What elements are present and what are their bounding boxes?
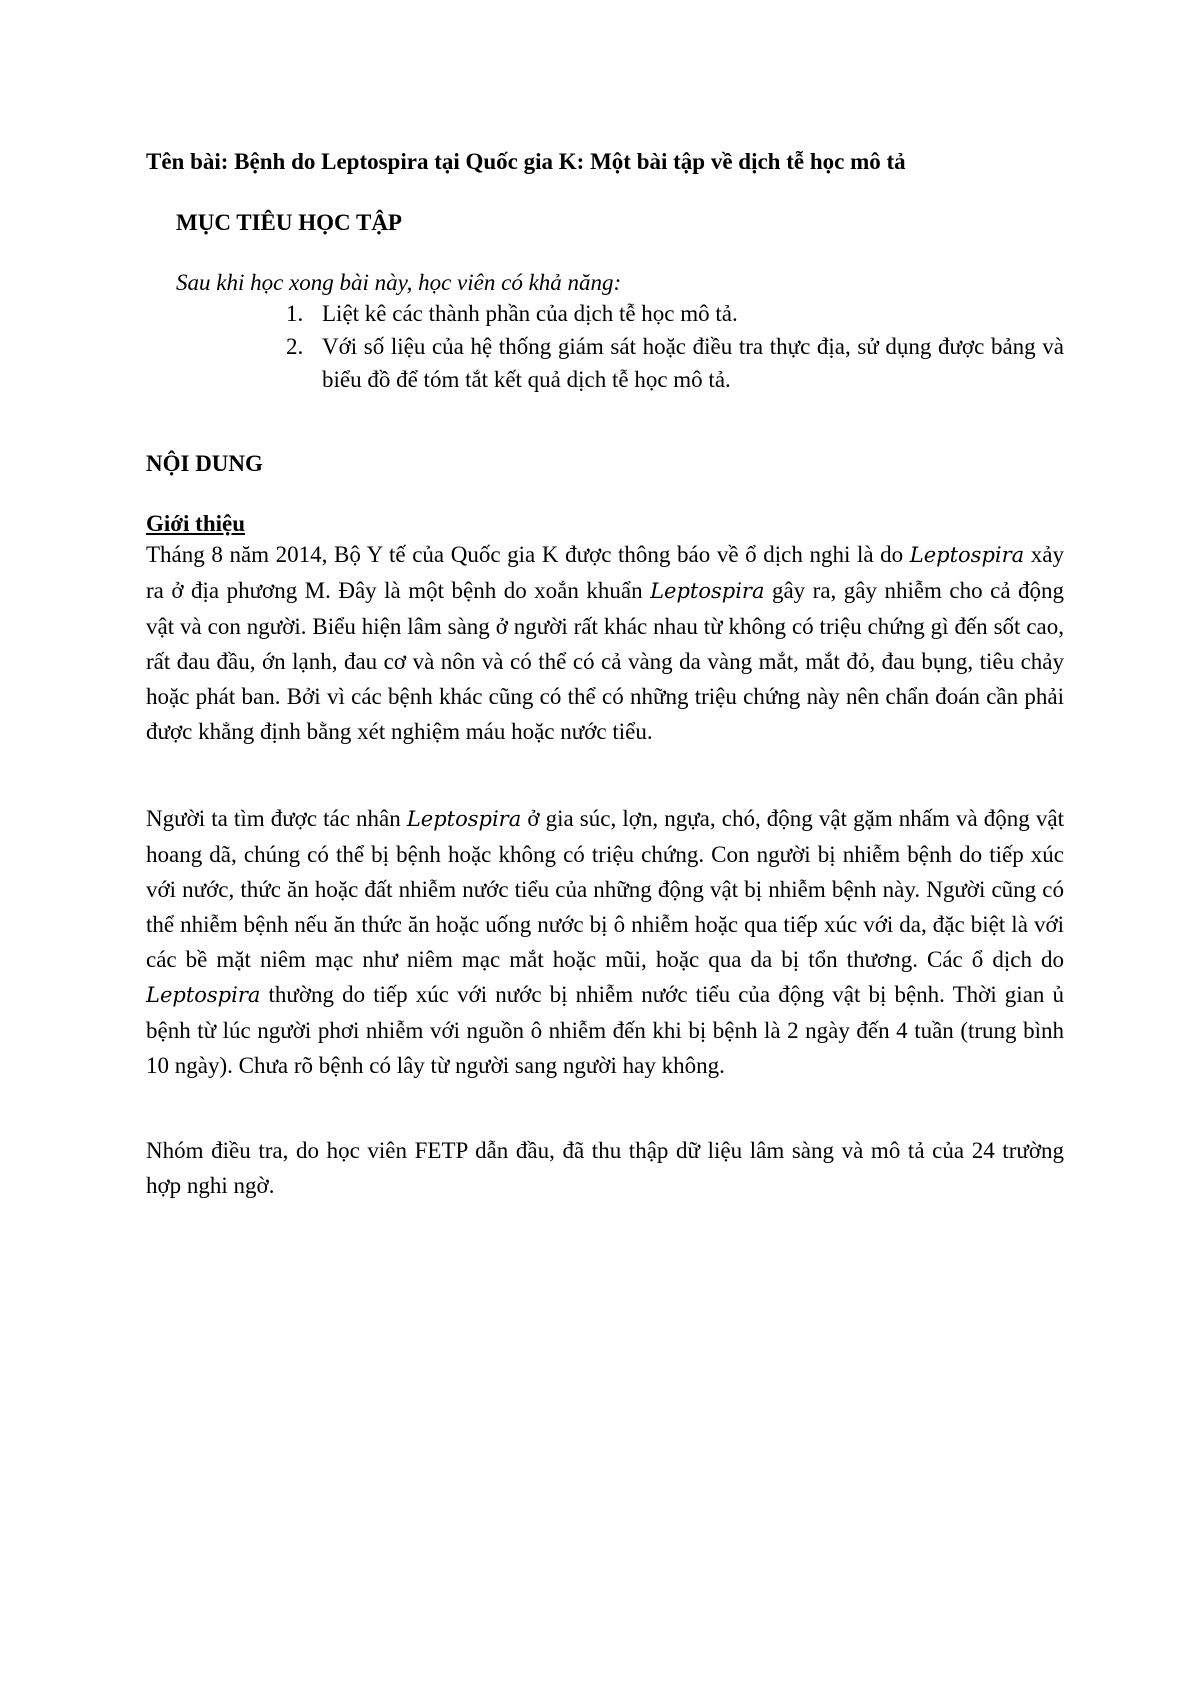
objectives-list bbox=[286, 297, 1064, 396]
document-page bbox=[146, 0, 1064, 1696]
paragraph-text: ở gia súc, lợn, ngựa, chó, động vật gặm nhấm và động vật hoang dã, chúng có thể bị bệnh hoặc không có triệu chứng. Con người bị nhiễm bệnh do tiếp xúc với nước, thức ăn hoặc đất nhiễm nước tiểu của những động vật bị nhiễm bệnh này. Người cũng có thể nhiễm bệnh nếu ăn thức ăn hoặc uống nước bị ô nhiễm hoặc qua tiếp xúc với da, đặc biệt là với các bề mặt niêm mạc như niêm mạc mắt hoặc mũi, hoặc qua da bị tổn thương. Các ổ dịch do bbox=[146, 806, 1064, 972]
genus-name: Leptospira bbox=[406, 807, 522, 831]
paragraph-text: gây ra, gây nhiễm cho cả động vật và con người. Biểu hiện lâm sàng ở người rất khác nhau từ không có triệu chứng gì đến sốt cao, rất đau đầu, ớn lạnh, đau cơ và nôn và có thể có cả vàng da vàng mắt, mắt đỏ, đau bụng, tiêu chảy hoặc phát ban. Bởi vì các bệnh khác cũng có thể có những triệu chứng này nên chẩn đoán cần phải được khẳng định bằng xét nghiệm máu hoặc nước tiểu. bbox=[146, 578, 1065, 744]
paragraph-2 bbox=[146, 801, 1064, 1083]
paragraph-1 bbox=[146, 537, 1064, 749]
genus-name: Leptospira bbox=[146, 983, 261, 1007]
paragraph-3: Nhóm điều tra, do học viên FETP dẫn đầu, đã thu thập dữ liệu lâm sàng và mô tả của 24 trường hợp nghi ngờ. bbox=[146, 1138, 1064, 1198]
objectives-heading: MỤC TIÊU HỌC TẬP bbox=[176, 210, 402, 235]
paragraph-text: Tháng 8 năm 2014, Bộ Y tế của Quốc gia K được thông báo về ổ dịch nghi là do bbox=[146, 542, 910, 567]
objective-text: Với số liệu của hệ thống giám sát hoặc điều tra thực địa, sử dụng được bảng và biểu đồ để tóm tắt kết quả dịch tễ học mô tả. bbox=[322, 334, 1064, 392]
paragraph-text: xảy ra ở địa phương M. Đây là một bệnh do xoắn khuẩn bbox=[146, 542, 1065, 603]
genus-name: Leptospira bbox=[909, 543, 1025, 567]
introduction-heading bbox=[146, 509, 245, 539]
objectives-intro: Sau khi học xong bài này, học viên có khả năng: bbox=[176, 270, 622, 295]
objective-item bbox=[286, 297, 1064, 330]
paragraph-text: Người ta tìm được tác nhân bbox=[146, 806, 407, 831]
paragraph-text: thường do tiếp xúc với nước bị nhiễm nước tiểu của động vật bị bệnh. Thời gian ủ bệnh từ lúc người phơi nhiễm với nguồn ô nhiễm đến khi bị bệnh là 2 ngày đến 4 tuần (trung bình 10 ngày). Chưa rõ bệnh có lây từ người sang người hay không. bbox=[146, 982, 1064, 1078]
objective-number: 1. bbox=[286, 301, 304, 326]
objective-item bbox=[286, 330, 1064, 396]
introduction-heading-text: Giới thiệu bbox=[146, 511, 245, 536]
content-heading: NỘI DUNG bbox=[146, 451, 263, 476]
objective-text: Liệt kê các thành phần của dịch tễ học mô tả. bbox=[322, 301, 738, 326]
objective-number: 2. bbox=[286, 334, 304, 359]
genus-name: Leptospira bbox=[650, 579, 765, 603]
document-title: Tên bài: Bệnh do Leptospira tại Quốc gia K: Một bài tập về dịch tễ học mô tả bbox=[146, 149, 906, 174]
